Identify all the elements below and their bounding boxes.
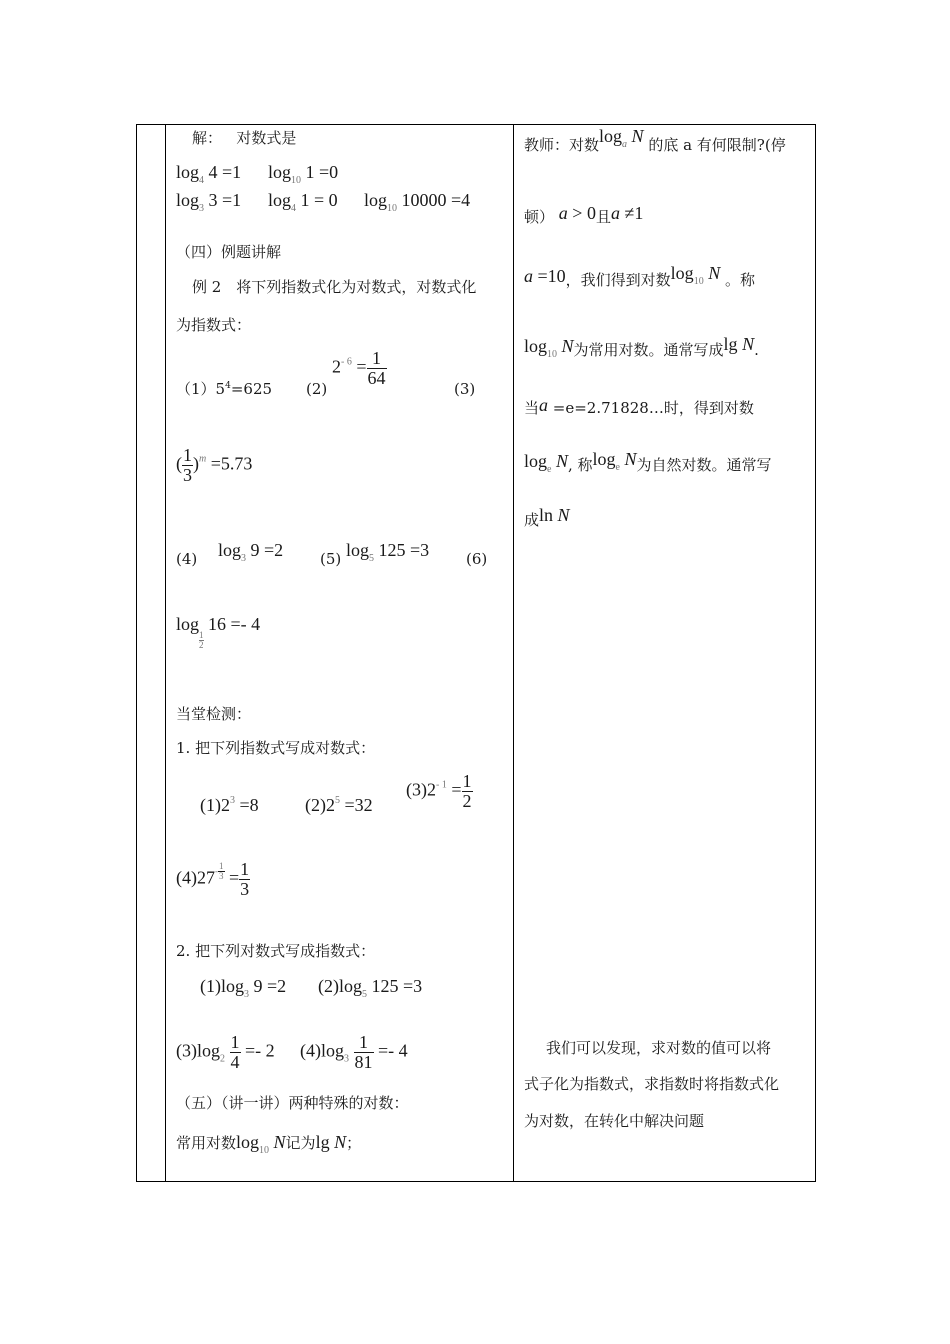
natural-base-line: 当a =e=2.71828…时，得到对数 (524, 395, 754, 417)
base-10-line: a =10，我们得到对数$\log_{10} N$ 。称 (524, 263, 755, 289)
example-item-6: log $\frac{1}{2} 16 =- 4$ (176, 614, 261, 650)
log-eq-4: $\log_4 1 = 0$ (268, 190, 338, 214)
common-log-definition: $\log_{10} N$为常用对数。通常写成lg N. (524, 334, 759, 360)
question-1-c: $(3)2^{- 1}$ = $\frac{1}{2}$ (406, 771, 472, 811)
check-title: 当堂检测： (176, 705, 252, 723)
example-item-5-label: (5) (320, 550, 342, 568)
example-2-line1: 例 2 将下列指数式化为对数式，对数式化 (192, 278, 477, 296)
log-eq-1: $\log_4 4 =1$ (176, 162, 242, 186)
teacher-question-line: 教师：对数$\log_a N$ 的底 a 有何限制?(停 (524, 126, 786, 154)
solution-line: 解： 对数式是 (192, 129, 297, 147)
question-1-d: (4)27- $\frac{1}{3}$ = $\frac{1}{3}$ (176, 859, 250, 899)
example-item-2-label: (2) (306, 380, 328, 398)
example-item-3: ( $\frac{1}{3}$ )$^m$ =5.73 (176, 445, 253, 485)
log-eq-5: $\log_{10} 10000 =4$ (364, 190, 471, 214)
section-4-heading: （四）例题讲解 (176, 243, 282, 261)
log-eq-2: $\log_{10} 1 =0$ (268, 162, 339, 186)
narrow-column-divider (165, 125, 166, 1181)
example-item-2: $2^{- 6}$ = $\frac{1}{64}$ (332, 348, 386, 388)
question-2-b: $(2)\log_5$ 125 =3 (318, 976, 423, 1000)
condition-line: 顿） a > 0且a ≠1 (524, 203, 644, 226)
question-1-title: 1. 把下列指数式写成对数式： (176, 739, 376, 757)
summary-line-1: 我们可以发现，求对数的值可以将 (546, 1039, 772, 1057)
summary-line-2: 式子化为指数式，求指数时将指数式化 (524, 1075, 780, 1093)
question-2-title: 2. 把下列对数式写成指数式： (176, 942, 376, 960)
natural-log-definition: $\log_e N$, 称$\log_e N$为自然对数。通常写 (524, 449, 772, 475)
section-5-heading: （五）（讲一讲）两种特殊的对数： (176, 1094, 409, 1112)
column-divider (513, 125, 514, 1181)
example-item-1: $(1)5^4=625$ (176, 380, 273, 398)
question-2-c: $(3)\log_2$ $\frac{1}{4}$ =- 2 (176, 1032, 275, 1072)
example-item-3-label: (3) (454, 380, 476, 398)
ln-line: 成ln N (524, 505, 570, 529)
question-2-d: $(4)\log_3$ $\frac{1}{81}$ =- 4 (300, 1032, 408, 1072)
question-1-a: $(1)2^3 =8$ (200, 795, 259, 815)
example-item-4-label: (4) (176, 550, 198, 568)
example-item-4: $\log_3 9 =2$ (218, 540, 284, 564)
example-item-5: $\log_5 125 =3$ (346, 540, 430, 564)
example-item-6-label: (6) (466, 550, 488, 568)
common-log-line: 常用对数$\log_{10} N$记为lg N； (176, 1132, 362, 1156)
question-1-b: $(2)2^5 =32$ (305, 795, 373, 815)
question-2-a: $(1)\log_3$ 9 =2 (200, 976, 287, 1000)
summary-line-3: 为对数，在转化中解决问题 (524, 1112, 705, 1130)
example-2-line2: 为指数式： (176, 316, 252, 334)
log-eq-3: $\log_3 3 =1$ (176, 190, 242, 214)
